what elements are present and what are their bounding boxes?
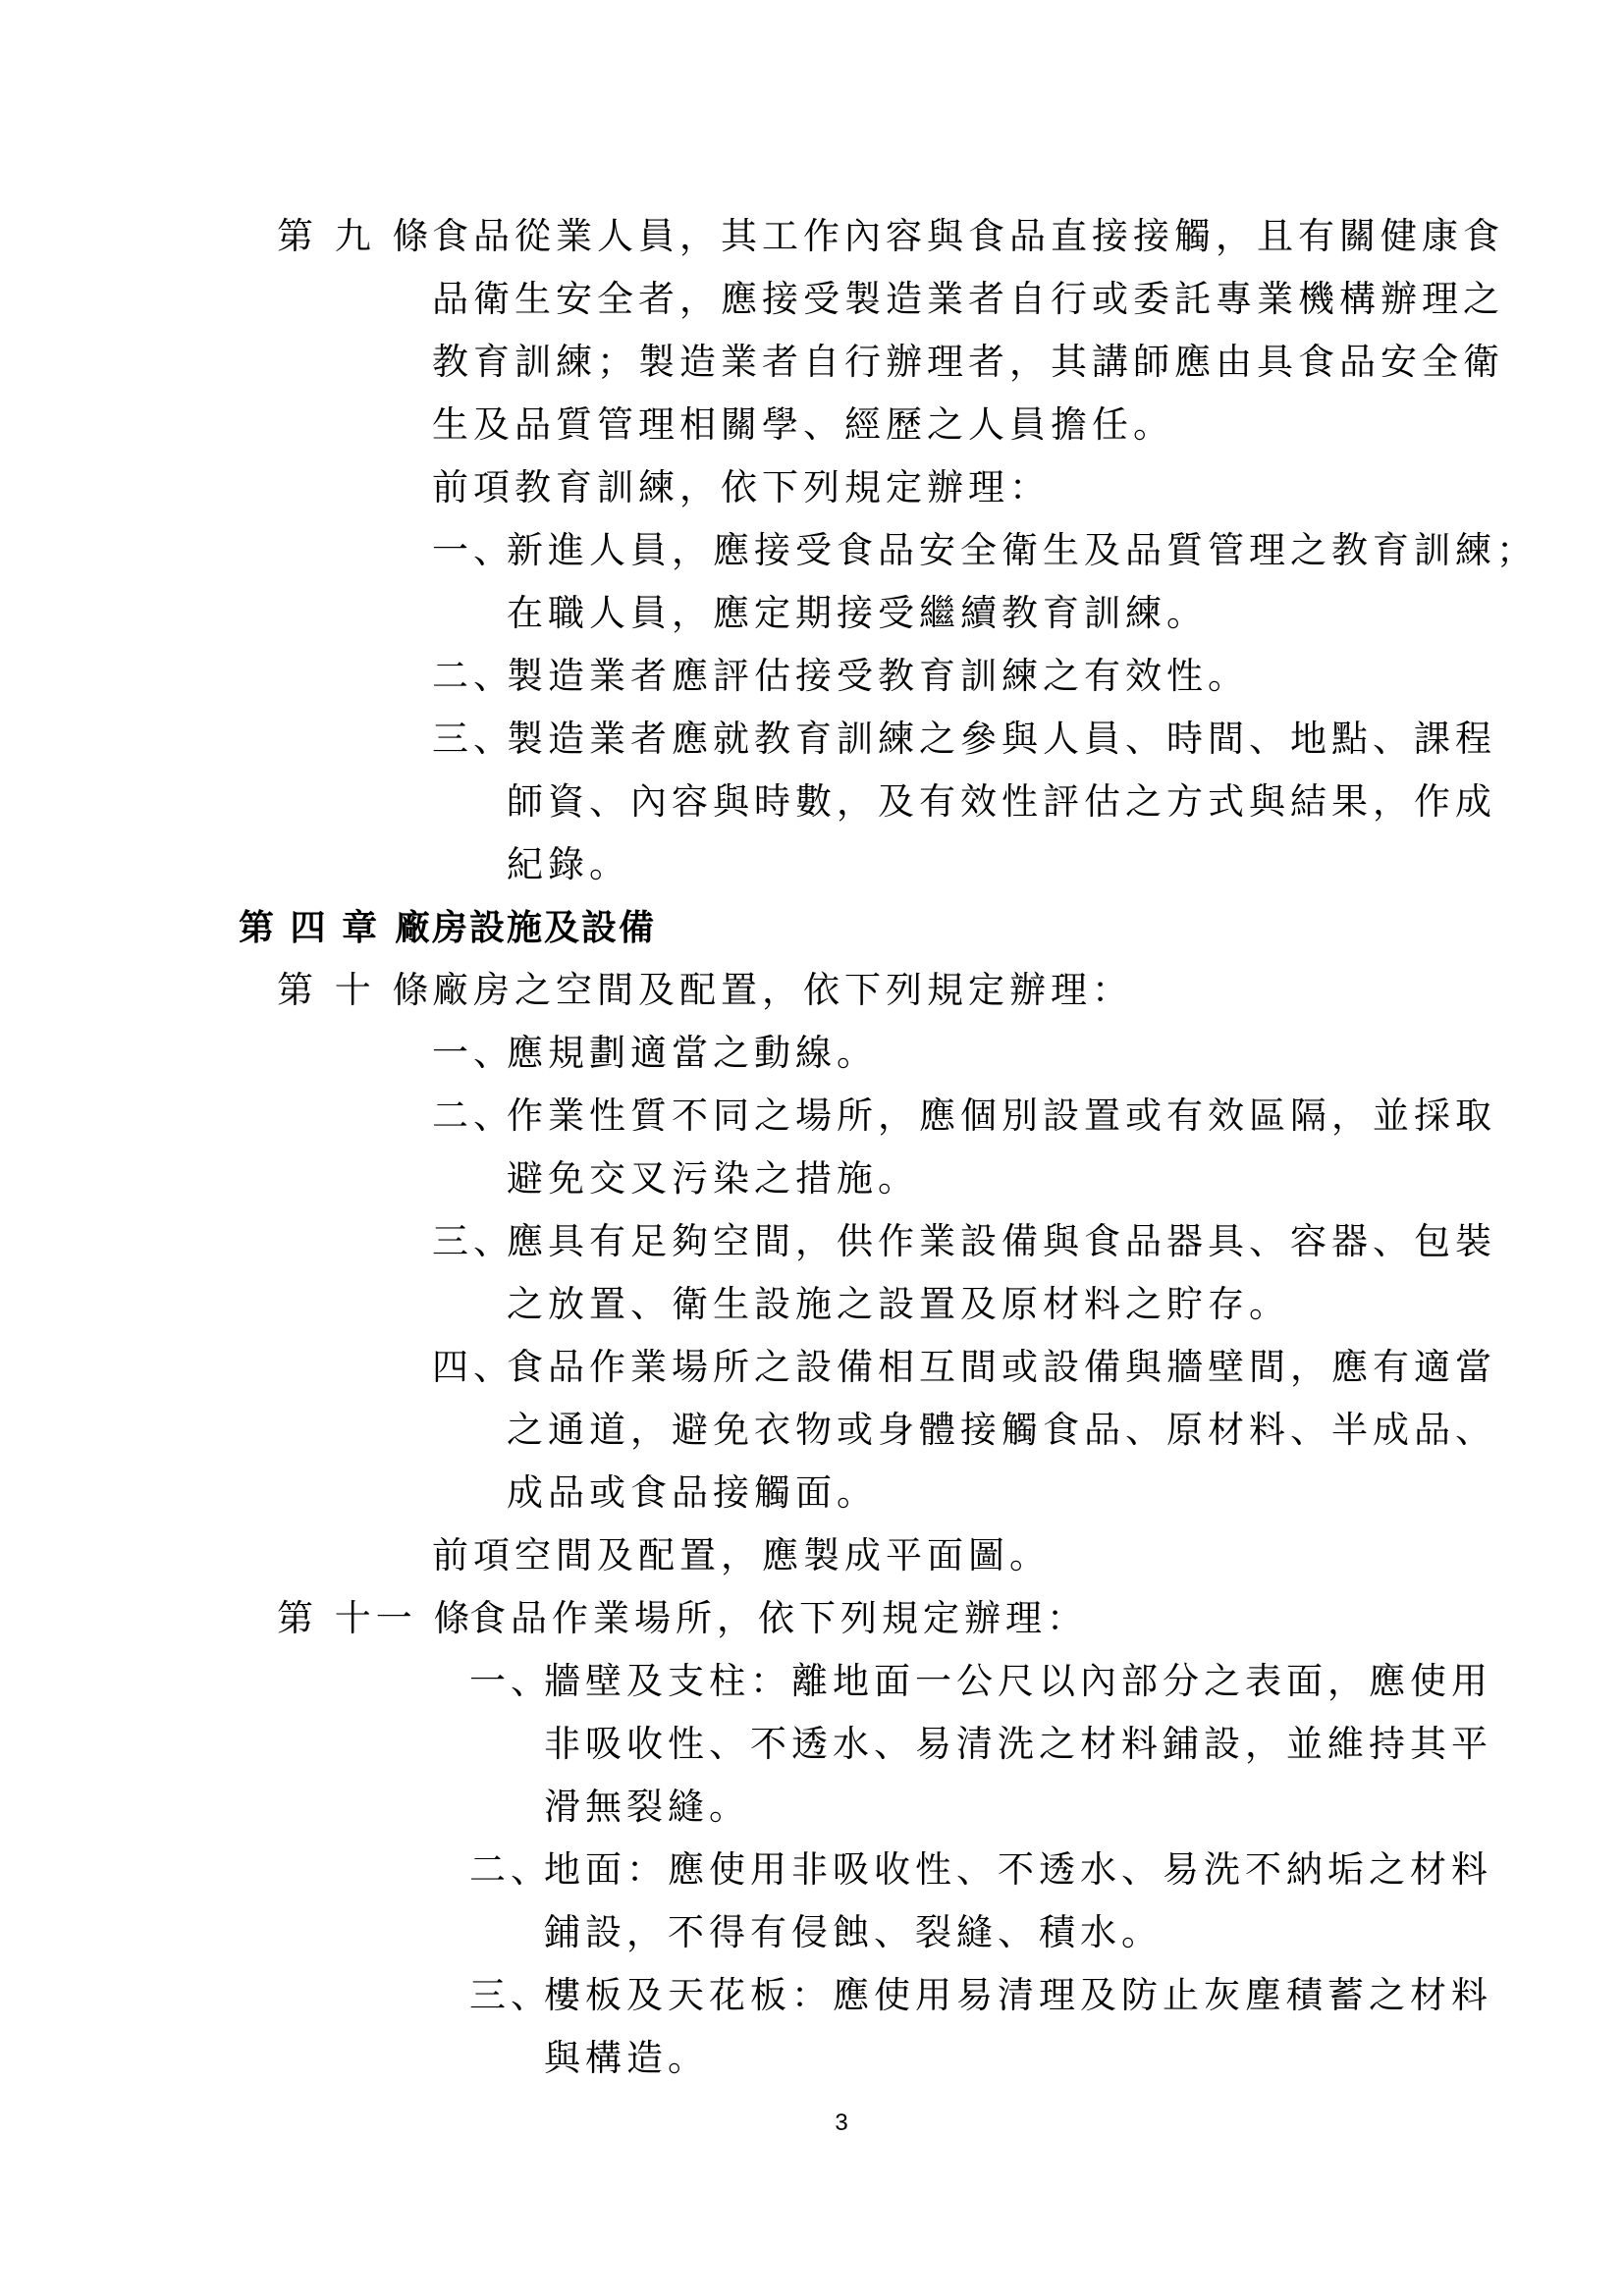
article-11-item-text: 牆壁及支柱：離地面一公尺以內部分之表面，應使用	[544, 1660, 1492, 1702]
article-11-item-number: 一、	[469, 1660, 552, 1702]
article-10-item-text: 避免交叉污染之措施。	[507, 1157, 919, 1200]
article-11-item-text: 滑無裂縫。	[544, 1786, 750, 1828]
article-10-paragraph-2: 前項空間及配置，應製成平面圖。	[432, 1534, 1051, 1576]
chapter-number: 第 四 章	[239, 907, 380, 948]
article-10-item-text: 應規劃適當之動線。	[507, 1032, 878, 1074]
article-11-item-text: 樓板及天花板：應使用易清理及防止灰塵積蓄之材料	[544, 1974, 1492, 2016]
article-9-item-text: 製造業者應評估接受教育訓練之有效性。	[507, 655, 1249, 697]
article-9-text-line: 教育訓練；製造業者自行辦理者，其講師應由具食品安全衛	[432, 341, 1504, 383]
article-10-item-text: 成品或食品接觸面。	[507, 1471, 878, 1514]
article-11-item-text: 與構造。	[544, 2037, 709, 2079]
article-10-item-number: 二、	[432, 1095, 514, 1137]
article-10-label: 第 十 條	[277, 969, 434, 1011]
article-9-item-text: 在職人員，應定期接受繼續教育訓練。	[507, 592, 1208, 634]
article-9-item-number: 二、	[432, 655, 514, 697]
article-10-item-text: 之放置、衛生設施之設置及原材料之貯存。	[507, 1283, 1290, 1325]
article-9-text-line: 品衛生安全者，應接受製造業者自行或委託專業機構辦理之	[432, 278, 1504, 320]
article-9-item-number: 三、	[432, 718, 514, 760]
article-11-item-text: 地面：應使用非吸收性、不透水、易洗不納垢之材料	[544, 1848, 1492, 1891]
article-9-text-line: 生及品質管理相關學、經歷之人員擔任。	[432, 403, 1174, 446]
article-9-text-line: 食品從業人員，其工作內容與食品直接接觸，且有關健康食	[432, 215, 1504, 257]
article-11-item-number: 二、	[469, 1848, 552, 1891]
article-9-item-number: 一、	[432, 529, 514, 571]
article-10-item-text: 作業性質不同之場所，應個別設置或有效區隔，並採取	[507, 1095, 1496, 1137]
article-10-intro: 廠房之空間及配置，依下列規定辦理：	[432, 969, 1133, 1011]
article-10-item-number: 四、	[432, 1346, 514, 1388]
article-11-item-text: 鋪設，不得有侵蝕、裂縫、積水。	[544, 1911, 1163, 1953]
article-9-item-text: 師資、內容與時數，及有效性評估之方式與結果，作成	[507, 780, 1496, 823]
article-10-item-text: 應具有足夠空間，供作業設備與食品器具、容器、包裝	[507, 1220, 1496, 1262]
article-11-intro: 食品作業場所，依下列規定辦理：	[469, 1597, 1088, 1639]
article-9-item-text: 製造業者應就教育訓練之參與人員、時間、地點、課程	[507, 718, 1496, 760]
article-9-paragraph-2: 前項教育訓練，依下列規定辦理：	[432, 466, 1051, 508]
article-9-item-text: 紀錄。	[507, 843, 630, 885]
page-number: 3	[835, 2109, 848, 2136]
article-11-item-number: 三、	[469, 1974, 552, 2016]
article-11-label: 第 十一 條	[277, 1597, 475, 1639]
article-10-item-number: 三、	[432, 1220, 514, 1262]
article-10-item-number: 一、	[432, 1032, 514, 1074]
article-10-item-text: 食品作業場所之設備相互間或設備與牆壁間，應有適當	[507, 1346, 1496, 1388]
article-10-item-text: 之通道，避免衣物或身體接觸食品、原材料、半成品、	[507, 1409, 1496, 1451]
article-9-label: 第 九 條	[277, 215, 434, 257]
article-11-item-text: 非吸收性、不透水、易清洗之材料鋪設，並維持其平	[544, 1723, 1492, 1765]
article-9-item-text: 新進人員，應接受食品安全衛生及品質管理之教育訓練；	[507, 529, 1538, 571]
chapter-title: 廠房設施及設備	[395, 907, 657, 948]
